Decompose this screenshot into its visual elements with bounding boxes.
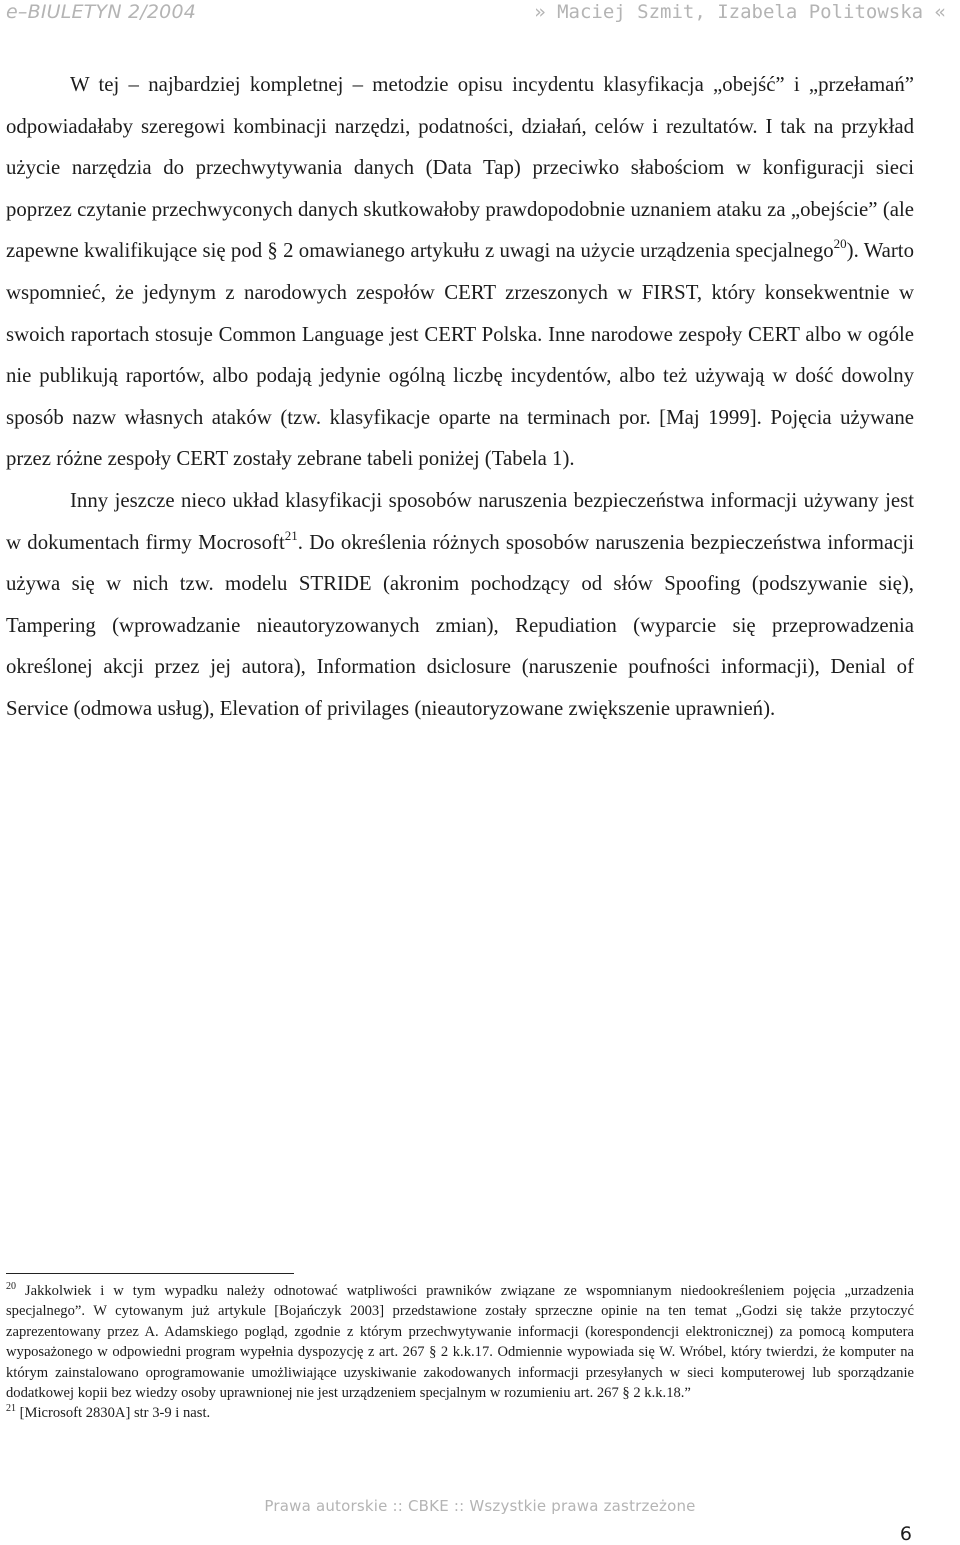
footnote-ref: 21: [284, 527, 298, 543]
footnotes: [6, 1281, 914, 1424]
footnote-text: [Microsoft 2830A] str 3-9 i nast.: [16, 1405, 211, 1422]
body-text: [6, 64, 914, 730]
page-header: [0, 0, 960, 28]
paragraph-text: W tej – najbardziej kompletnej – metodzie opisu incydentu klasyfikacja „obejść” i „przełamań” odpowiadałaby szeregowi kombinacji narzędzi, podatności, działań, celów i rezultatów. I tak na przykład użycie narzędzia do przechwytywania danych (Data Tap) przeciwko słabościom w konfiguracji sieci poprzez czytanie przechwyconych danych skutkowałoby prawdopodobnie uznaniem ataku za „obejście” (ale zapewne kwalifikujące się pod § 2 omawianego artykułu z uwagi na użycie urządzenia specjalnego: [6, 73, 914, 263]
paragraph: [6, 480, 914, 730]
footnote: [6, 1403, 914, 1423]
paragraph-text: . Do określenia różnych sposobów naruszenia bezpieczeństwa informacji używa się w nich tzw. modelu STRIDE (akronim pochodzący od słów Spoofing (podszywanie się), Tampering (wprowadzanie nieautoryzowanych zmian), Repudiation (wyparcie się przeprowadzenia określonej akcji przez jej autora), Information dsiclosure (naruszenie poufności informacji), Denial of Service (odmowa usług), Elevation of privilages (nieautoryzowane zwiększenie uprawnień).: [6, 530, 914, 720]
footnote-number: 20: [6, 1281, 16, 1292]
footnote-text: Jakkolwiek i w tym wypadku należy odnotować watpliwości prawników związane ze wspomnianym niedookreśleniem pojęcia „urzadzenia specjalnego”. W cytowanym już artykule [Bojańczyk 2003] przedstawione zostały sprzeczne opinie na ten temat „Godzi się także przytoczyć zaprezentowany przez A. Adamskiego pogląd, zgodnie z którym przechwytywanie informacji (korespondencji elektronicznej) za pomocą komputera wyposażonego w odpowiedni program wypełnia dyspozycję z art. 267 § 2 k.k.17. Odmiennie wypowiada się W. Wróbel, który twierdzi, że komputer na którym zainstalowano oprogramowanie umożliwiające uzyskiwanie zakodowanych informacji przesyłanych w sieci komputerowej lub sporządzanie dodatkowej kopii bez wiedzy osoby uprawnionej nie jest urządzeniem specjalnym w rozumieniu art. 267 § 2 k.k.18.”: [6, 1283, 914, 1402]
footnote: [6, 1281, 914, 1403]
paragraph: [6, 64, 914, 480]
footnote-ref: 20: [833, 236, 847, 252]
footnote-separator: [6, 1273, 294, 1274]
journal-title: e–BIULETYN 2/2004: [6, 1, 197, 23]
paragraph-text: ). Warto wspomnieć, że jedynym z narodowych zespołów CERT zrzeszonych w FIRST, który konsekwentnie w swoich raportach stosuje Common Language jest CERT Polska. Inne narodowe zespoły CERT albo w ogóle nie publikują raportów, albo podają jedynie ogólną liczbę incydentów, albo też używają w dość dowolny sposób nazw własnych ataków (tzw. klasyfikacje oparte na terminach por. [Maj 1999]. Pojęcia używane przez różne zespoły CERT zostały zebrane tabeli poniżej (Tabela 1).: [6, 239, 914, 471]
page-number: 6: [899, 1523, 912, 1545]
paragraph-text: Inny jeszcze nieco układ klasyfikacji sposobów naruszenia bezpieczeństwa informacji używany jest w dokumentach firmy Mocrosoft: [6, 488, 914, 554]
copyright-notice: Prawa autorskie :: CBKE :: Wszystkie prawa zastrzeżone: [264, 1497, 696, 1515]
authors: » Maciej Szmit, Izabela Politowska «: [534, 1, 946, 23]
footnote-number: 21: [6, 1403, 16, 1415]
